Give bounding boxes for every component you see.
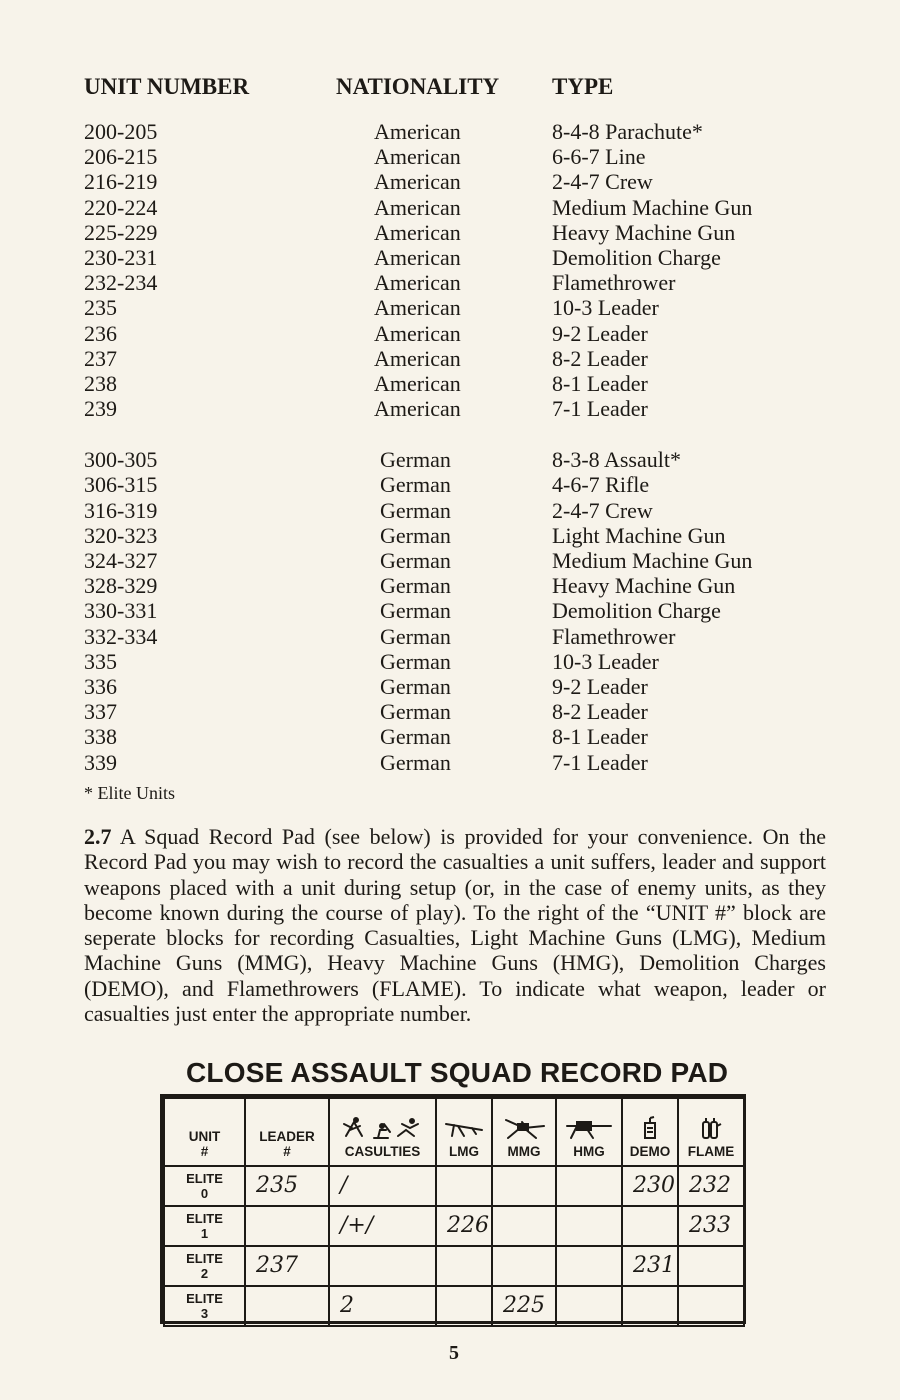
unit-type: 2-4-7 Crew	[552, 497, 653, 523]
unit-nationality: German	[380, 623, 451, 649]
record-cell-demo[interactable]	[622, 1286, 678, 1326]
unit-type: Demolition Charge	[552, 244, 721, 270]
hmg-icon	[563, 1116, 615, 1140]
unit-row	[84, 548, 844, 573]
unit-number: 336	[84, 673, 117, 699]
unit-row	[84, 396, 844, 421]
unit-type: Medium Machine Gun	[552, 194, 753, 220]
record-cell-flame[interactable]	[678, 1286, 744, 1326]
record-pad-row	[164, 1246, 744, 1286]
unit-number: 330-331	[84, 598, 158, 624]
unit-number: 328-329	[84, 573, 158, 599]
unit-row	[84, 498, 844, 523]
unit-nationality: American	[374, 194, 461, 220]
unit-number: 232-234	[84, 270, 158, 296]
unit-nationality: German	[380, 447, 451, 473]
col-leader-label: LEADER	[259, 1129, 315, 1144]
record-cell-lmg[interactable]	[436, 1206, 492, 1246]
unit-table	[84, 119, 844, 775]
unit-nationality: German	[380, 724, 451, 750]
unit-row	[84, 573, 844, 598]
col-unit	[164, 1098, 245, 1166]
unit-type: Flamethrower	[552, 623, 676, 649]
page-number: 5	[449, 1342, 459, 1364]
demolition-charge-icon	[640, 1116, 660, 1140]
unit-number: 206-215	[84, 144, 158, 170]
col-demo-label: DEMO	[629, 1144, 671, 1159]
unit-type: 6-6-7 Line	[552, 144, 646, 170]
unit-number: 220-224	[84, 194, 158, 220]
record-cell-lmg[interactable]	[436, 1166, 492, 1206]
record-cell-leader[interactable]	[245, 1286, 329, 1326]
record-cell-mmg[interactable]	[492, 1246, 556, 1286]
unit-row	[84, 674, 844, 699]
record-cell-casualties[interactable]	[329, 1166, 436, 1206]
col-flame-label: FLAME	[687, 1144, 735, 1159]
unit-row	[84, 724, 844, 749]
unit-nationality: German	[380, 699, 451, 725]
flamethrower-icon	[699, 1116, 723, 1140]
unit-number: 316-319	[84, 497, 158, 523]
unit-type: 9-2 Leader	[552, 673, 648, 699]
header-type: TYPE	[552, 74, 614, 99]
record-cell-casualties[interactable]	[329, 1286, 436, 1326]
col-hmg-label: HMG	[573, 1144, 605, 1159]
unit-nationality: American	[374, 144, 461, 170]
record-cell-flame[interactable]	[678, 1166, 744, 1206]
handwritten-entry: 2	[340, 1293, 354, 1318]
unit-row	[84, 169, 844, 194]
unit-number: 324-327	[84, 548, 158, 573]
unit-number: 230-231	[84, 244, 158, 270]
elite-label: ELITE	[186, 1171, 223, 1186]
record-cell-hmg[interactable]	[556, 1246, 622, 1286]
unit-number: 306-315	[84, 472, 158, 498]
record-cell-mmg[interactable]	[492, 1286, 556, 1326]
handwritten-entry: /	[340, 1173, 348, 1198]
elite-level: 2	[200, 1266, 209, 1281]
unit-nationality: German	[380, 673, 451, 699]
handwritten-entry: /+/	[340, 1213, 374, 1238]
unit-type: 2-4-7 Crew	[552, 169, 653, 195]
elite-row-label	[164, 1166, 245, 1206]
elite-footnote: * Elite Units	[84, 783, 175, 803]
unit-number: 338	[84, 724, 117, 750]
unit-row	[84, 195, 844, 220]
unit-row	[84, 119, 844, 144]
rule-paragraph	[84, 824, 826, 1026]
unit-nationality: German	[380, 472, 451, 498]
unit-number: 335	[84, 648, 117, 674]
unit-nationality: German	[380, 598, 451, 624]
record-cell-demo[interactable]	[622, 1246, 678, 1286]
unit-number: 216-219	[84, 169, 158, 195]
unit-type: Light Machine Gun	[552, 522, 726, 548]
unit-type: 4-6-7 Rifle	[552, 472, 650, 498]
record-pad-header-row	[164, 1098, 744, 1166]
unit-number: 236	[84, 320, 117, 346]
header-nationality: NATIONALITY	[336, 74, 500, 99]
unit-number: 300-305	[84, 447, 158, 473]
unit-row	[84, 270, 844, 295]
record-cell-hmg[interactable]	[556, 1166, 622, 1206]
record-cell-flame[interactable]	[678, 1206, 744, 1246]
col-flame	[678, 1098, 744, 1166]
elite-row-label	[164, 1206, 245, 1246]
unit-number: 320-323	[84, 522, 158, 548]
unit-type: Medium Machine Gun	[552, 548, 753, 573]
lmg-icon	[442, 1116, 486, 1140]
elite-level: 0	[200, 1186, 209, 1201]
record-pad-title: CLOSE ASSAULT SQUAD RECORD PAD	[186, 1057, 729, 1088]
handwritten-entry: 231	[633, 1253, 675, 1278]
unit-nationality: German	[380, 497, 451, 523]
col-leader	[245, 1098, 329, 1166]
unit-nationality: American	[374, 370, 461, 396]
header-unit-number: UNIT NUMBER	[84, 74, 250, 99]
mmg-icon	[500, 1116, 548, 1140]
col-mmg-label: MMG	[507, 1144, 541, 1159]
unit-row	[84, 295, 844, 320]
unit-type: 10-3 Leader	[552, 295, 659, 321]
handwritten-entry: 225	[503, 1293, 545, 1318]
unit-nationality: American	[374, 244, 461, 270]
unit-nationality: American	[374, 270, 461, 296]
unit-row	[84, 699, 844, 724]
casualties-icon	[340, 1116, 426, 1140]
unit-row	[84, 321, 844, 346]
unit-row	[84, 144, 844, 169]
unit-type: 7-1 Leader	[552, 749, 648, 775]
unit-row	[84, 523, 844, 548]
elite-label: ELITE	[186, 1291, 223, 1306]
elite-level: 1	[200, 1226, 209, 1241]
unit-row	[84, 220, 844, 245]
unit-number: 239	[84, 396, 117, 422]
handwritten-entry: 237	[256, 1253, 298, 1278]
record-cell-casualties[interactable]	[329, 1206, 436, 1246]
unit-nationality: American	[374, 169, 461, 195]
unit-type: 8-2 Leader	[552, 699, 648, 725]
unit-nationality: German	[380, 522, 451, 548]
elite-level: 3	[200, 1306, 209, 1321]
handwritten-entry: 226	[447, 1213, 489, 1238]
unit-nationality: American	[374, 119, 461, 144]
unit-type: 8-3-8 Assault*	[552, 447, 681, 473]
col-unit-hash: #	[200, 1144, 209, 1159]
record-cell-lmg[interactable]	[436, 1286, 492, 1326]
unit-number: 237	[84, 345, 117, 371]
squad-record-pad	[160, 1094, 746, 1324]
record-cell-casualties[interactable]	[329, 1246, 436, 1286]
record-cell-demo[interactable]	[622, 1166, 678, 1206]
col-casualties-label: CASULTIES	[344, 1144, 421, 1159]
rule-text: A Squad Record Pad (see below) is provided for your convenience. On the Record Pad you may wish to record the casualties a unit suffers, leader and support weapons placed with a unit during setup (or, in the case of enemy units, as they become known during the course of play). To the right of the “UNIT #” block are seperate blocks for recording Casualties, Light Machine Guns (LMG), Medium Machine Guns (MMG), Heavy Machine Guns (HMG), Demolition Charges (DEMO), and Flamethrowers (FLAME). To indicate what weapon, leader or casualties just enter the appropriate number.	[84, 824, 826, 1027]
record-cell-mmg[interactable]	[492, 1206, 556, 1246]
unit-nationality: American	[374, 219, 461, 245]
unit-row	[84, 447, 844, 472]
record-cell-mmg[interactable]	[492, 1166, 556, 1206]
unit-row	[84, 371, 844, 396]
unit-row	[84, 750, 844, 775]
unit-number: 337	[84, 699, 117, 725]
handwritten-entry: 230	[633, 1173, 675, 1198]
col-leader-hash: #	[283, 1144, 291, 1159]
unit-type: 9-2 Leader	[552, 320, 648, 346]
unit-type: Heavy Machine Gun	[552, 573, 736, 599]
col-lmg-label: LMG	[449, 1144, 479, 1159]
unit-type: Flamethrower	[552, 270, 676, 296]
unit-number: 235	[84, 295, 117, 321]
unit-row	[84, 598, 844, 623]
unit-nationality: German	[380, 648, 451, 674]
unit-nationality: American	[374, 396, 461, 422]
record-cell-flame[interactable]	[678, 1246, 744, 1286]
col-casualties	[329, 1098, 436, 1166]
record-pad-row	[164, 1166, 744, 1206]
unit-number: 225-229	[84, 219, 158, 245]
unit-number: 238	[84, 370, 117, 396]
unit-number: 339	[84, 749, 117, 775]
unit-row	[84, 245, 844, 270]
unit-nationality: American	[374, 320, 461, 346]
record-cell-leader[interactable]	[245, 1166, 329, 1206]
col-lmg	[436, 1098, 492, 1166]
unit-type: Heavy Machine Gun	[552, 219, 736, 245]
elite-label: ELITE	[186, 1251, 223, 1266]
unit-nationality: German	[380, 548, 451, 573]
unit-type: Demolition Charge	[552, 598, 721, 624]
record-pad-row	[164, 1206, 744, 1246]
unit-nationality: American	[374, 295, 461, 321]
col-demo	[622, 1098, 678, 1166]
unit-type: 7-1 Leader	[552, 396, 648, 422]
unit-number: 332-334	[84, 623, 158, 649]
elite-row-label	[164, 1246, 245, 1286]
unit-row	[84, 649, 844, 674]
unit-type: 8-4-8 Parachute*	[552, 119, 703, 144]
handwritten-entry: 235	[256, 1173, 298, 1198]
record-cell-hmg[interactable]	[556, 1286, 622, 1326]
record-cell-hmg[interactable]	[556, 1206, 622, 1246]
unit-row	[84, 624, 844, 649]
unit-type: 8-2 Leader	[552, 345, 648, 371]
unit-row	[84, 346, 844, 371]
record-cell-demo[interactable]	[622, 1206, 678, 1246]
col-hmg	[556, 1098, 622, 1166]
unit-type: 8-1 Leader	[552, 370, 648, 396]
unit-nationality: German	[380, 749, 451, 775]
record-cell-leader[interactable]	[245, 1206, 329, 1246]
unit-row	[84, 472, 844, 497]
unit-table-header	[84, 74, 844, 102]
record-cell-lmg[interactable]	[436, 1246, 492, 1286]
handwritten-entry: 233	[689, 1213, 731, 1238]
unit-nationality: American	[374, 345, 461, 371]
unit-nationality: German	[380, 573, 451, 599]
unit-number: 200-205	[84, 119, 158, 144]
unit-type: 8-1 Leader	[552, 724, 648, 750]
record-cell-leader[interactable]	[245, 1246, 329, 1286]
record-pad-row	[164, 1286, 744, 1326]
unit-type: 10-3 Leader	[552, 648, 659, 674]
elite-row-label	[164, 1286, 245, 1326]
col-mmg	[492, 1098, 556, 1166]
handwritten-entry: 232	[689, 1173, 731, 1198]
rule-number: 2.7	[84, 824, 112, 849]
elite-label: ELITE	[186, 1211, 223, 1226]
col-unit-label: UNIT	[188, 1129, 221, 1144]
